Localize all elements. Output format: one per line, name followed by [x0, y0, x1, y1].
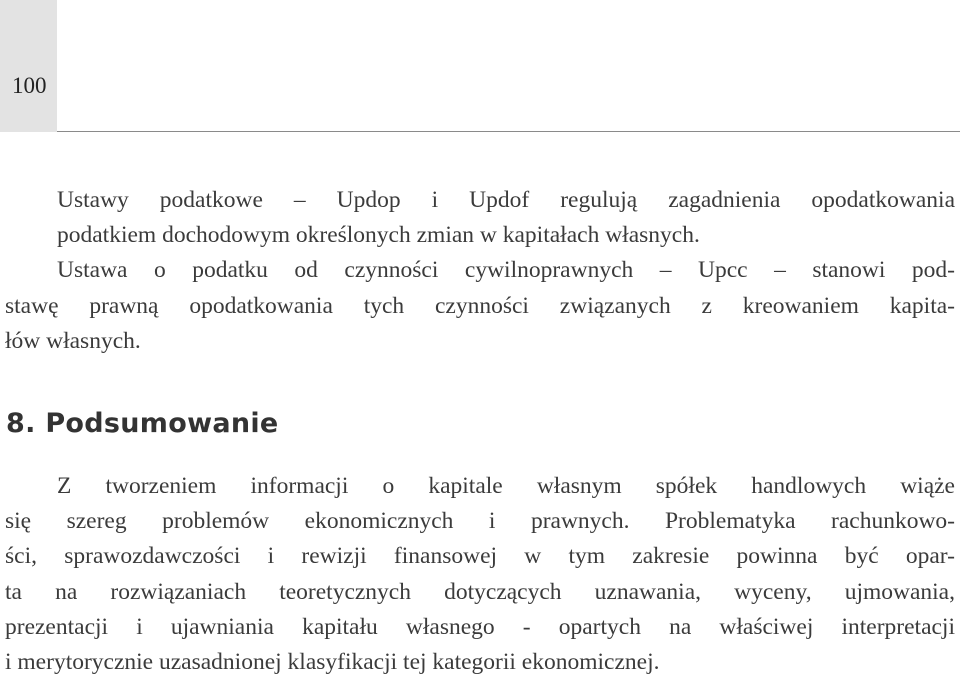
text-line: podatkiem dochodowym określonych zmian w kapitałach własnych.	[57, 222, 700, 249]
intro-paragraphs	[5, 183, 955, 359]
page-number-tab	[0, 0, 57, 132]
text-line: łów własnych.	[5, 327, 141, 354]
text-line: ta na rozwiązaniach teoretycznych dotyczących uznawania, wyceny, ujmowania,	[5, 578, 955, 605]
text-line: Ustawy podatkowe – Updop i Updof regulują zagadnienia opodatkowania	[57, 187, 955, 213]
text-line: stawę prawną opodatkowania tych czynności związanych z kreowaniem kapita-	[5, 292, 955, 319]
section-heading: 8. Podsumowanie	[6, 408, 279, 439]
text-line: Z tworzeniem informacji o kapitale własnym spółek handlowych wiąże	[57, 473, 955, 499]
text-line: się szereg problemów ekonomicznych i prawnych. Problematyka rachunkowo-	[5, 508, 955, 535]
text-line: Ustawa o podatku od czynności cywilnoprawnych – Upcc – stanowi pod-	[57, 257, 955, 284]
header-rule	[57, 131, 960, 132]
text-line: ści, sprawozdawczości i rewizji finansowej w tym zakresie powinna być opar-	[5, 543, 955, 570]
text-line: i merytorycznie uzasadnionej klasyfikacji tej kategorii ekonomicznej.	[5, 649, 660, 676]
text-line: prezentacji i ujawniania kapitału własnego - opartych na właściwej interpretacji	[5, 613, 955, 640]
page-number: 100	[12, 73, 47, 98]
summary-paragraph	[5, 469, 955, 680]
